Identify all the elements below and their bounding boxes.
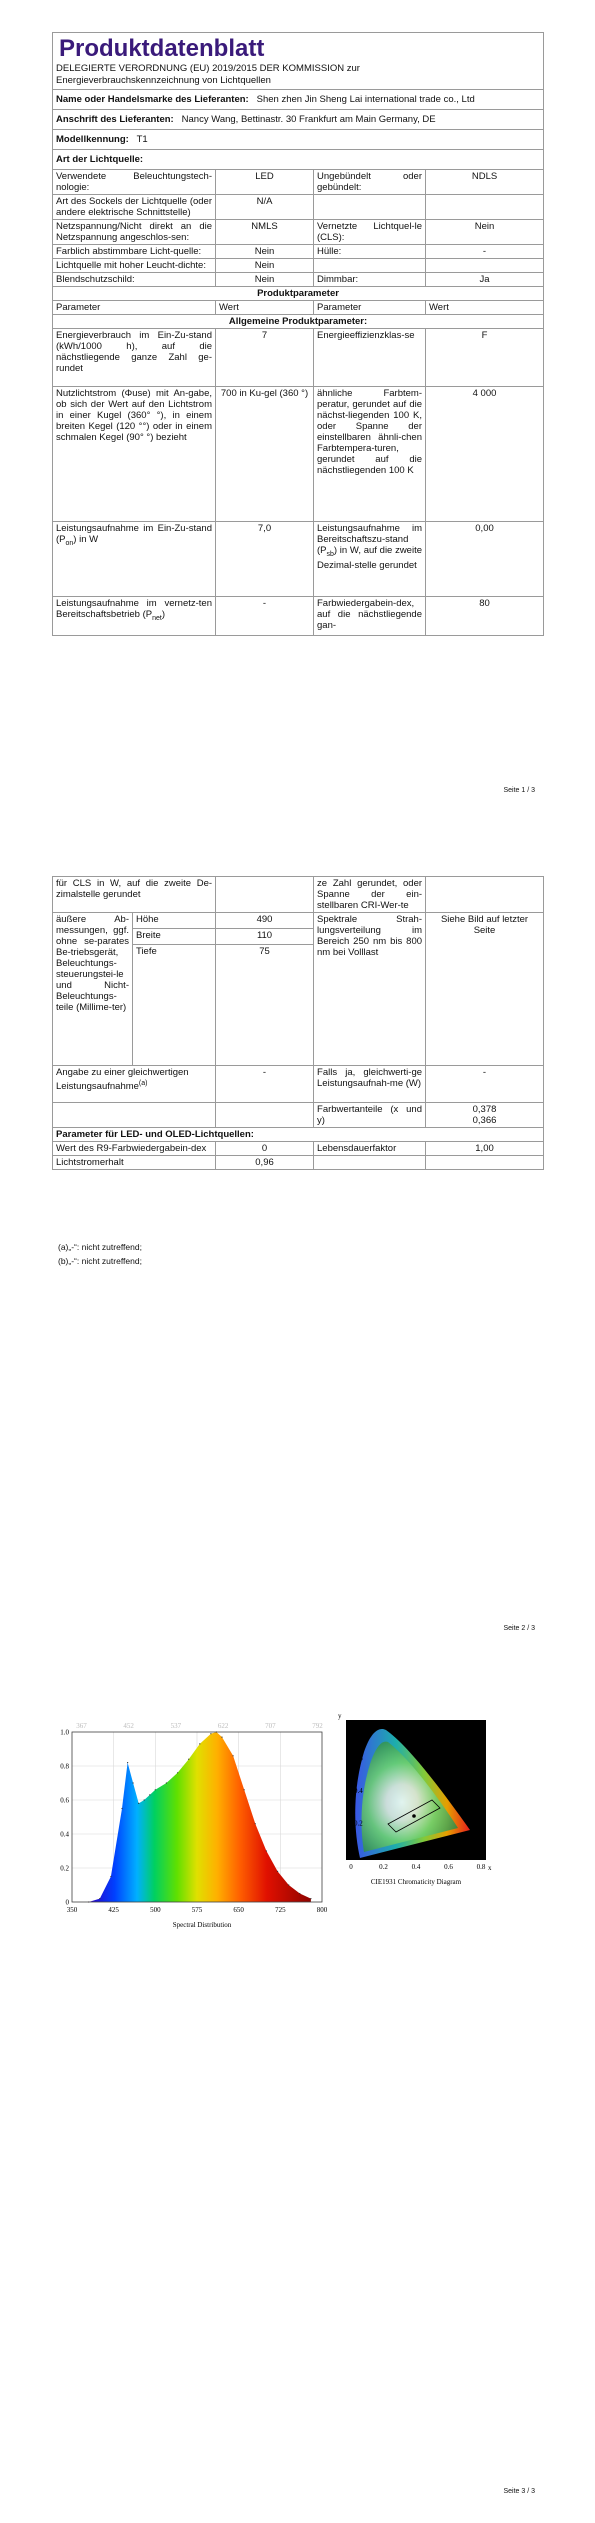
cie-y-tick-label: 0.8 bbox=[354, 1722, 363, 1730]
spectrum-point bbox=[288, 1884, 289, 1885]
page-number: Seite 2 / 3 bbox=[503, 1625, 535, 1632]
param-row: Energieverbrauch im Ein-Zu-stand (kWh/1000 h), auf die nächstliegende ganze Zahl ge-rundet 7 Energieeffizienzklas-se F bbox=[53, 329, 544, 387]
spectrum-point bbox=[127, 1762, 128, 1763]
top-tick-label: 367 bbox=[76, 1722, 87, 1730]
type-row: Lichtquelle mit hoher Leucht-dichte: Nein bbox=[53, 259, 544, 273]
spectrum-point bbox=[177, 1772, 178, 1773]
footnote: (a)„-“: nicht zutreffend; bbox=[58, 1242, 142, 1252]
top-tick-label: 622 bbox=[217, 1722, 229, 1730]
spectrum-point bbox=[155, 1789, 156, 1790]
y-tick-label: 0 bbox=[65, 1898, 69, 1907]
chromaticity-values: 0,378 0,366 bbox=[426, 1103, 544, 1128]
product-parameters-heading: Produktparameter bbox=[53, 287, 544, 301]
cie-y-tick-label: 0.4 bbox=[354, 1787, 363, 1795]
cie-x-tick-label: 0.4 bbox=[411, 1863, 421, 1871]
y-tick-label: 0.6 bbox=[60, 1796, 69, 1805]
dimensions-row: äußere Ab-messungen, ggf. ohne se-parates Be-triebsgerät, Beleuchtungs-steuerungstei-le und Nicht-Beleuchtungs-teile (Millime-ter) Höhe 490 Spektrale Strah-lungsverteilung im Bereich 250 nm bis 800 nm bei Volllast Siehe Bild auf letzter Seite bbox=[53, 913, 544, 929]
product-datasheet-table bbox=[52, 32, 544, 636]
type-row: Art des Sockels der Lichtquelle (oder andere elektrische Schnittstelle) N/A bbox=[53, 195, 544, 220]
y-tick-label: 1.0 bbox=[60, 1728, 69, 1737]
dimensions-row: Tiefe 75 bbox=[53, 945, 544, 1066]
page-title: Produktdatenblatt bbox=[59, 35, 265, 62]
cie-x-tick-label: 0.2 bbox=[379, 1863, 388, 1871]
page-number: Seite 1 / 3 bbox=[503, 787, 535, 794]
spectrum-area bbox=[89, 1732, 311, 1902]
lumen-maintenance-row: Lichtstromerhalt 0,96 bbox=[53, 1156, 544, 1170]
y-tick-label: 0.2 bbox=[60, 1864, 69, 1873]
y-axis-letter: y bbox=[338, 1712, 342, 1720]
cie-chromaticity-chart bbox=[336, 1712, 496, 1922]
x-tick-label: 650 bbox=[233, 1906, 244, 1914]
led-parameters-heading: Parameter für LED- und OLED-Lichtquellen: bbox=[53, 1128, 544, 1142]
equivalent-power-row: Angabe zu einer gleichwertigen Leistungsaufnahme$^{(a)}$ - Falls ja, gleichwerti-ge Leistungsaufnah-me (W) - bbox=[53, 1066, 544, 1103]
cie-x-tick-label: 0.6 bbox=[444, 1863, 453, 1871]
cie-x-tick-label: 0.8 bbox=[476, 1863, 486, 1871]
top-tick-label: 792 bbox=[312, 1722, 323, 1730]
x-axis-letter: x bbox=[488, 1864, 492, 1872]
top-tick-label: 707 bbox=[265, 1722, 276, 1730]
product-datasheet-table-continued bbox=[52, 876, 544, 1170]
r9-row: Wert des R9-Farbwiedergabein-dex 0 Lebensdauerfaktor 1,00 bbox=[53, 1142, 544, 1156]
page-1 bbox=[0, 0, 595, 800]
spectrum-point bbox=[149, 1794, 150, 1795]
column-header-row: Parameter Wert Parameter Wert bbox=[53, 301, 544, 315]
continued-row: für CLS in W, auf die zweite De-zimalstelle gerundet ze Zahl gerundet, oder Spanne der ein-stellbaren CRI-Wer-te bbox=[53, 877, 544, 913]
spectrum-point bbox=[110, 1876, 111, 1877]
spectrum-point bbox=[310, 1898, 311, 1899]
regulation-text: DELEGIERTE VERORDNUNG (EU) 2019/2015 DER KOMMISSION zur Energieverbrauchskennzeichnung von Lichtquellen bbox=[56, 63, 360, 86]
page-3 bbox=[0, 1700, 595, 2523]
spectrum-point bbox=[277, 1871, 278, 1872]
spectrum-point bbox=[221, 1737, 222, 1738]
supplier-address-row: Anschrift des Lieferanten: Nancy Wang, Bettinastr. 30 Frankfurt am Main Germany, DE bbox=[53, 110, 544, 130]
equivalent-power-label: Angabe zu einer gleichwertigen Leistungsaufnahme$^{(a)}$ bbox=[53, 1066, 216, 1103]
spectrum-point bbox=[244, 1789, 245, 1790]
supplier-name-row: Name oder Handelsmarke des Lieferanten: Shen zhen Jin Sheng Lai international trade co., Ltd bbox=[53, 90, 544, 110]
cie-x-tick-label: 0 bbox=[349, 1863, 353, 1871]
type-row: Blendschutzschild: Nein Dimmbar: Ja bbox=[53, 273, 544, 287]
y-tick-label: 0.8 bbox=[60, 1762, 69, 1771]
cie-y-tick-label: 0 bbox=[354, 1852, 358, 1860]
spectrum-point bbox=[138, 1803, 139, 1804]
light-source-type-heading: Art der Lichtquelle: bbox=[53, 150, 544, 170]
cie-label: CIE1931 Chromaticity Diagram bbox=[370, 1878, 462, 1886]
param-row: Leistungsaufnahme im Ein-Zu-stand $(P_{on})$ in W 7,0 Leistungsaufnahme im Bereitschaftszu-stand $(P_{sb})$ in W, auf die zweite Dezimal-stelle gerundet 0,00 bbox=[53, 522, 544, 597]
page-number: Seite 3 / 3 bbox=[503, 2488, 535, 2495]
x-tick-label: 800 bbox=[316, 1906, 328, 1914]
spectrum-point bbox=[121, 1808, 122, 1809]
type-row: Verwendete Beleuchtungstech-nologie: LED Ungebündelt oder gebündelt: NDLS bbox=[53, 170, 544, 195]
spectrum-point bbox=[99, 1898, 100, 1899]
chromaticity-point bbox=[412, 1814, 416, 1818]
spectrum-point bbox=[299, 1893, 300, 1894]
spectrum-point bbox=[199, 1743, 200, 1744]
x-tick-label: 425 bbox=[108, 1906, 119, 1914]
param-row: Leistungsaufnahme im vernetz-ten Bereitschaftsbetrieb $(P_{net})$ - Farbwiedergabein-dex, auf die nächstliegende gan- 80 bbox=[53, 597, 544, 636]
spectrum-point bbox=[210, 1733, 211, 1734]
spectral-distribution-chart bbox=[52, 1712, 332, 1932]
spectrum-point bbox=[255, 1823, 256, 1824]
spectrum-point bbox=[166, 1782, 167, 1783]
spectrum-point bbox=[144, 1799, 145, 1800]
x-tick-label: 350 bbox=[66, 1906, 78, 1914]
spectrum-point bbox=[266, 1850, 267, 1851]
param-row: Nutzlichtstrom (Φuse) mit An-gabe, ob sich der Wert auf den Lichtstrom in einer Kugel (360° °), in einem breiten Kegel (120 °°) oder in einem schmalen Kegel (90° °) bezieht 700 in Ku-gel (360 °) ähnliche Farbtem-peratur, gerundet auf die nächst-liegenden 100 K, oder Spanne der einstellbaren ähnli-chen Farbtempera-turen, gerundet auf die nächstliegenden 100 K 4 000 bbox=[53, 387, 544, 522]
dimensions-row: Breite 110 bbox=[53, 929, 544, 945]
x-axis-label: Spectral Distribution bbox=[172, 1921, 232, 1929]
footnote: (b)„-“: nicht zutreffend; bbox=[58, 1256, 142, 1266]
spectrum-point bbox=[133, 1782, 134, 1783]
y-tick-label: 0.4 bbox=[60, 1830, 69, 1839]
type-row: Farblich abstimmbare Licht-quelle: Nein Hülle: - bbox=[53, 245, 544, 259]
cie-y-tick-label: 0.6 bbox=[354, 1754, 363, 1763]
page-2 bbox=[0, 860, 595, 1660]
top-tick-label: 452 bbox=[123, 1722, 134, 1730]
spectrum-point bbox=[233, 1755, 234, 1756]
chromaticity-row: Farbwertanteile (x und y) 0,378 0,366 bbox=[53, 1103, 544, 1128]
cie-y-tick-label: 0.2 bbox=[354, 1819, 363, 1828]
spectrum-point bbox=[188, 1759, 189, 1760]
x-tick-label: 500 bbox=[150, 1906, 161, 1914]
x-tick-label: 575 bbox=[191, 1906, 203, 1914]
x-tick-label: 725 bbox=[275, 1906, 286, 1914]
type-row: Netzspannung/Nicht direkt an die Netzspannung angeschlos-sen: NMLS Vernetzte Lichtquel-le (CLS): Nein bbox=[53, 220, 544, 245]
top-tick-label: 537 bbox=[170, 1722, 182, 1730]
model-row: Modellkennung: T1 bbox=[53, 130, 544, 150]
general-parameters-heading: Allgemeine Produktparameter: bbox=[53, 315, 544, 329]
